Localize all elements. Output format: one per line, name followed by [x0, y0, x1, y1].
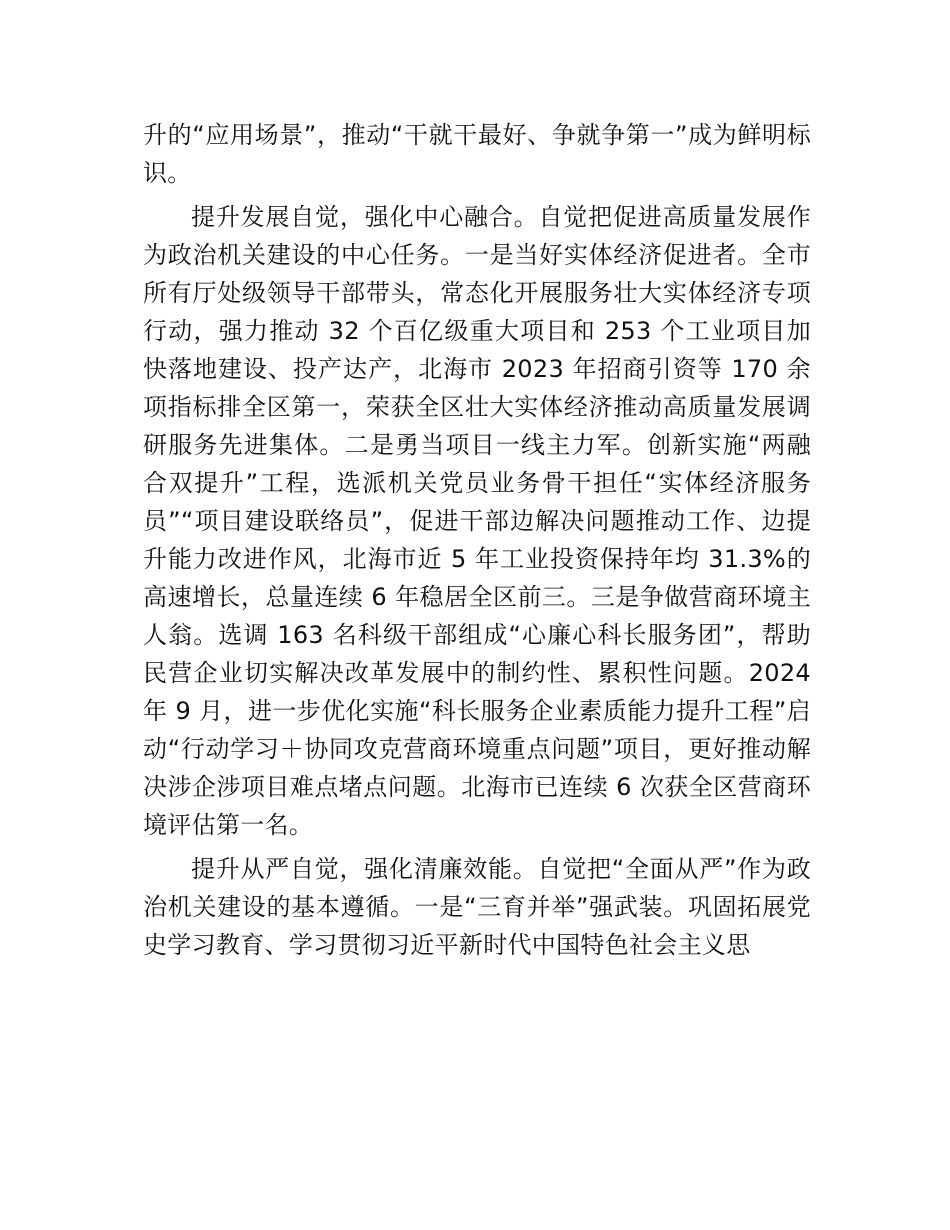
- paragraph-discipline: 提升从严自觉，强化清廉效能。自觉把“全面从严”作为政治机关建设的基本遵循。一是“三育并举”强武装。巩固拓展党史学习教育、学习贯彻习近平新时代中国特色社会主义思: [143, 855, 811, 959]
- paragraph-continued: 升的“应用场景”，推动“干就干最好、争就争第一”成为鲜明标识。: [143, 121, 811, 187]
- document-body: [143, 116, 811, 970]
- paragraph-development: 提升发展自觉，强化中心融合。自觉把促进高质量发展作为政治机关建设的中心任务。一是当好实体经济促进者。全市所有厅处级领导干部带头，常态化开展服务壮大实体经济专项行动，强力推动 32 个百亿级重大项目和 253 个工业项目加快落地建设、投产达产，北海市 2023 年招商引资等 170 余项指标排全区第一，荣获全区壮大实体经济推动高质量发展调研服务先进集体。二是勇当项目一线主力军。创新实施“两融合双提升”工程，选派机关党员业务骨干担任“实体经济服务员”“项目建设联络员”，促进干部边解决问题推动工作、边提升能力改进作风，北海市近 5 年工业投资保持年均 31.3%的高速增长，总量连续 6 年稳居全区前三。三是争做营商环境主人翁。选调 163 名科级干部组成“心廉心科长服务团”，帮助民营企业切实解决改革发展中的制约性、累积性问题。2024 年 9 月，进一步优化实施“科长服务企业素质能力提升工程”启动“行动学习＋协同攻克营商环境重点问题”项目，更好推动解决涉企涉项目难点堵点问题。北海市已连续 6 次获全区营商环境评估第一名。: [143, 203, 811, 839]
